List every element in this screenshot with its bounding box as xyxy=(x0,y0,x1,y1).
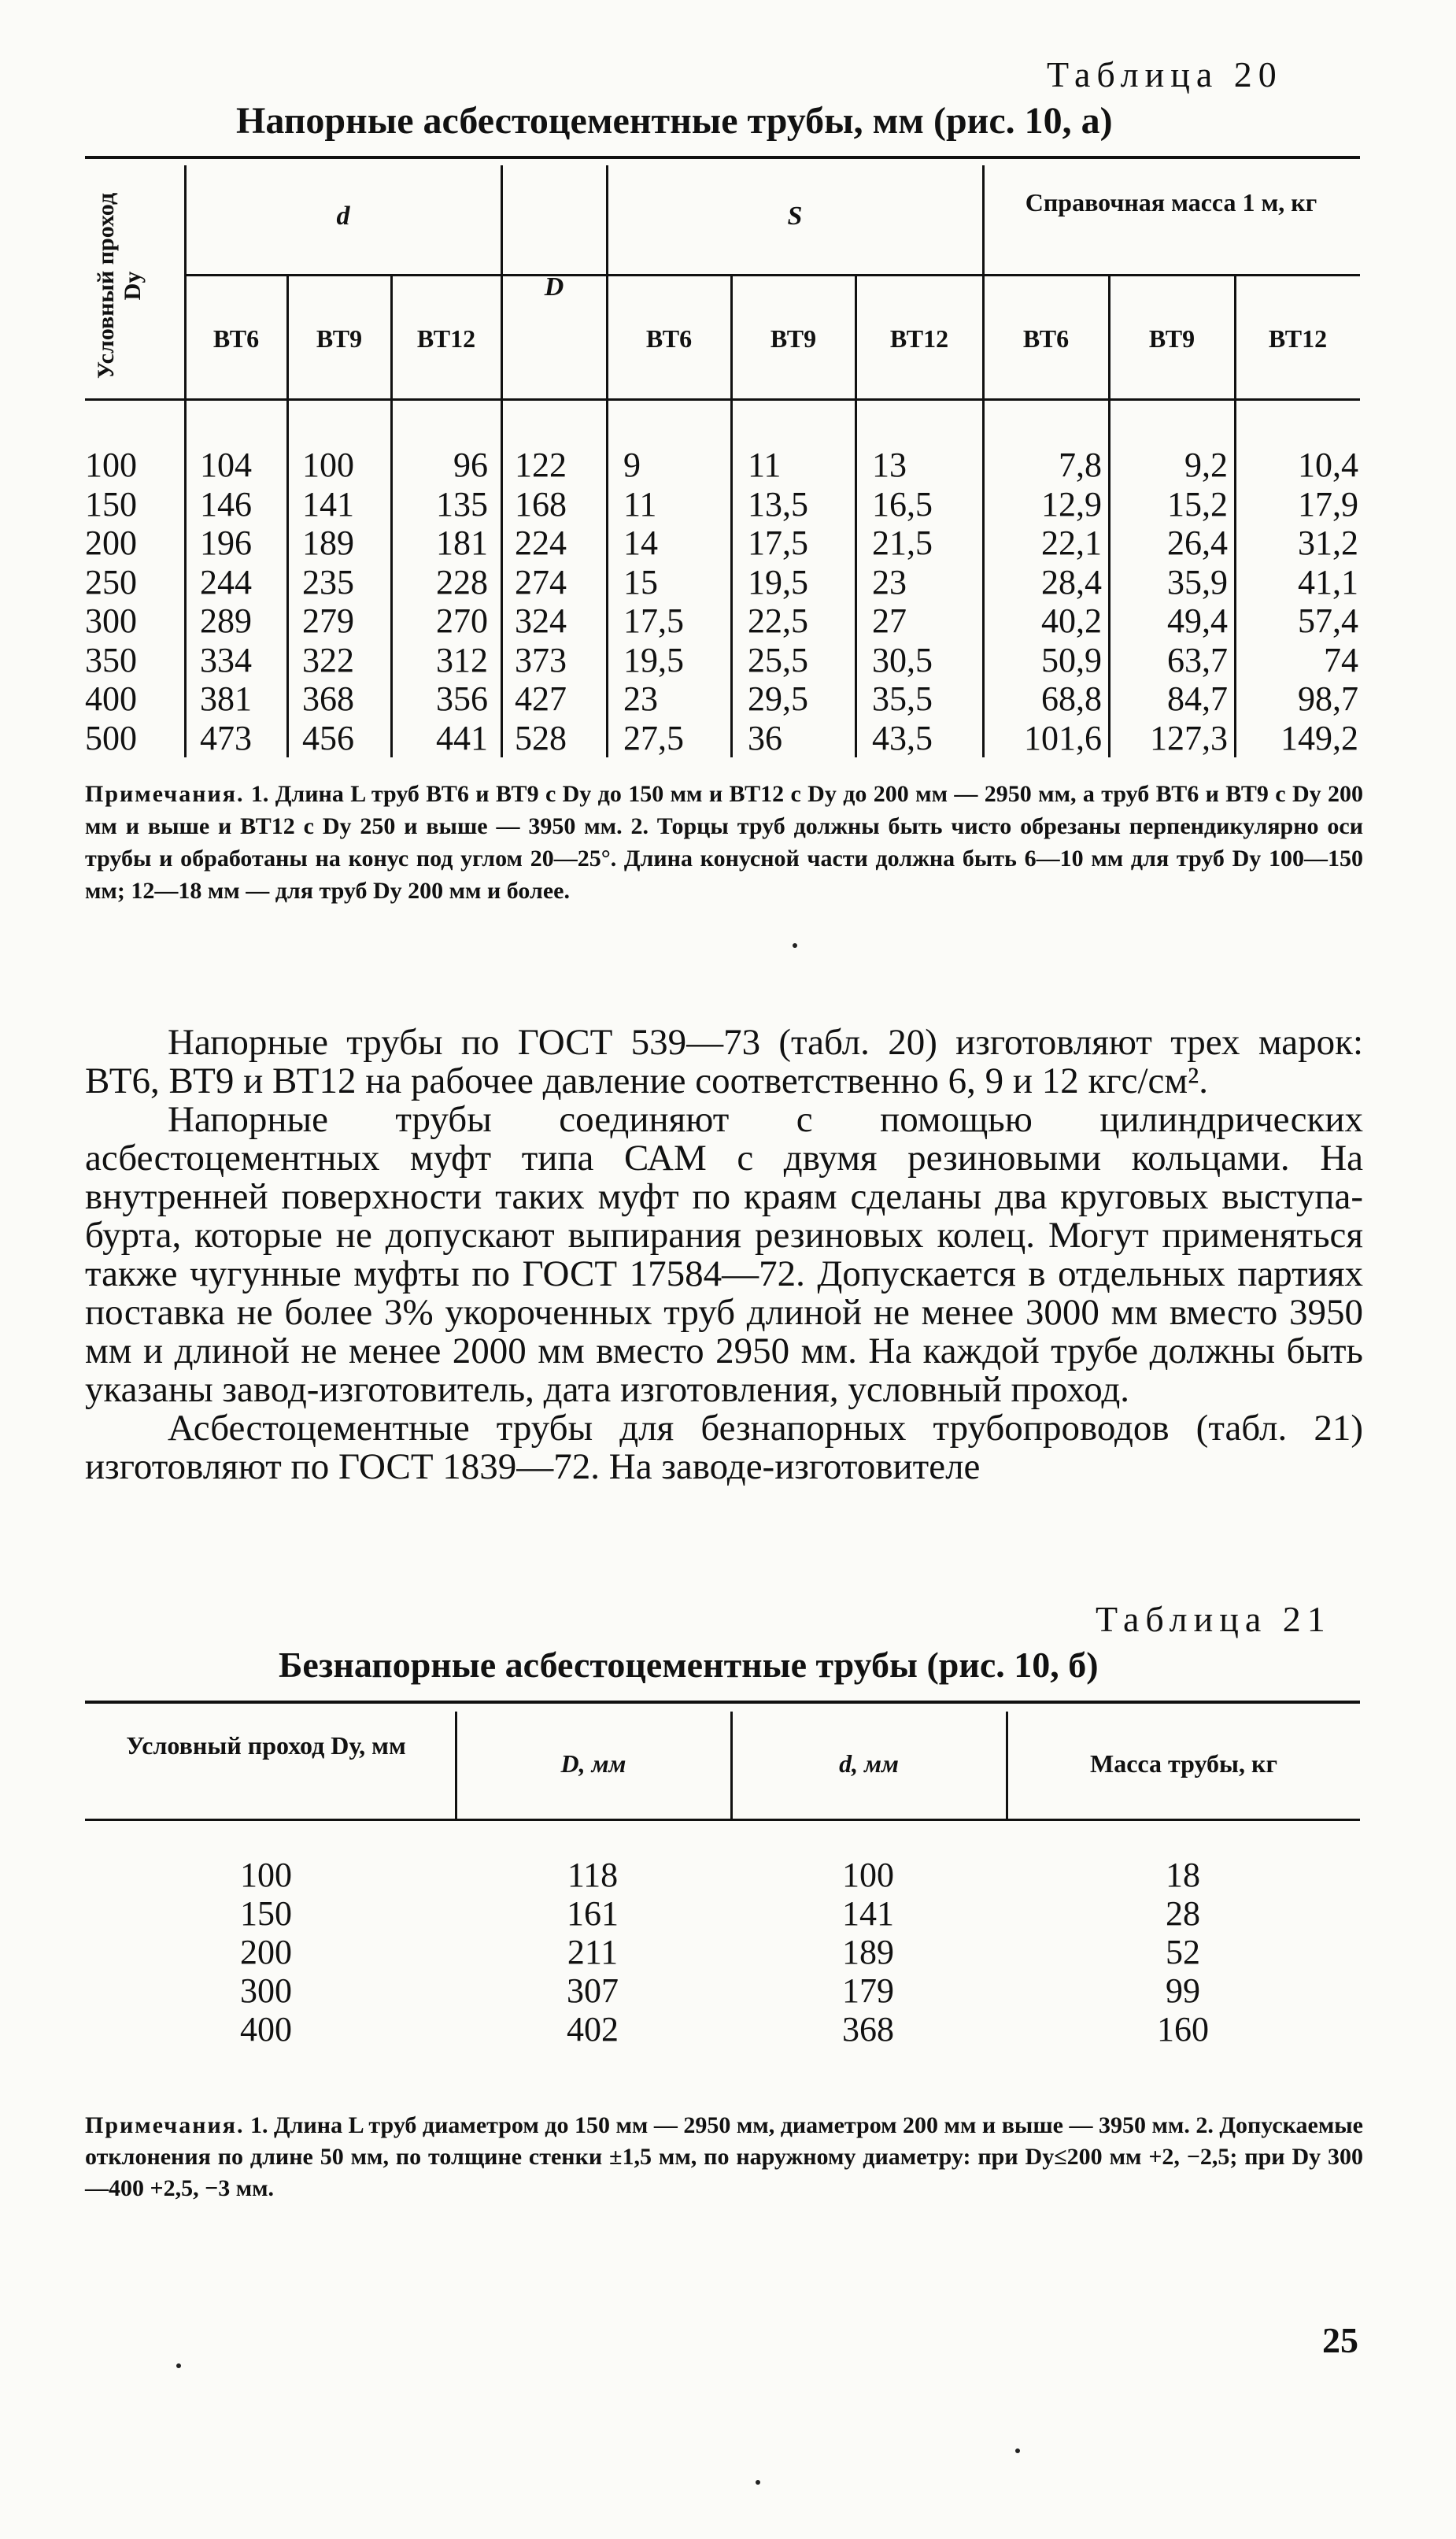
table-cell: 350 xyxy=(85,640,137,679)
print-speck xyxy=(793,943,797,948)
table-cell: 189 xyxy=(842,1933,894,1971)
table-20-caption: Таблица 20 xyxy=(1047,54,1283,94)
table-cell: 23 xyxy=(623,679,658,718)
table-cell: 122 xyxy=(515,446,567,484)
subheader-bt12: ВТ12 xyxy=(416,324,476,353)
column-s-bt6 xyxy=(623,446,684,757)
column-mass-bt9 xyxy=(1114,446,1228,757)
table-cell: 30,5 xyxy=(872,640,933,679)
table-cell: 13,5 xyxy=(748,484,808,524)
table-cell: 26,4 xyxy=(1167,524,1228,562)
table-cell: 36 xyxy=(748,718,782,757)
table-cell: 312 xyxy=(436,640,488,679)
table-20 xyxy=(85,156,1360,762)
table-cell: 7,8 xyxy=(1059,446,1102,484)
column-D xyxy=(538,1856,648,2049)
table-cell: 84,7 xyxy=(1167,679,1228,718)
print-speck xyxy=(176,2363,181,2368)
table-cell: 279 xyxy=(302,601,354,640)
table-cell: 149,2 xyxy=(1280,718,1358,757)
table-cell: 456 xyxy=(302,718,354,757)
table-cell: 118 xyxy=(567,1856,619,1894)
table-cell: 17,9 xyxy=(1298,484,1358,524)
table-cell: 22,1 xyxy=(1041,524,1102,562)
table-cell: 52 xyxy=(1166,1933,1200,1971)
notes-label: Примечания. xyxy=(85,781,245,807)
table-cell: 244 xyxy=(200,562,252,601)
table-cell: 9,2 xyxy=(1184,446,1228,484)
subheader-bt12: ВТ12 xyxy=(1268,324,1328,353)
table-cell: 400 xyxy=(240,2010,292,2049)
table-cell: 141 xyxy=(302,484,354,524)
table-cell: 104 xyxy=(200,446,252,484)
table-cell: 141 xyxy=(842,1894,894,1933)
column-mass-bt12 xyxy=(1240,446,1358,757)
table-cell: 211 xyxy=(567,1933,619,1971)
col-divider xyxy=(982,165,985,757)
table-cell: 28 xyxy=(1166,1894,1200,1933)
header-d: d xyxy=(336,202,350,231)
table-cell: 14 xyxy=(623,524,658,562)
table-cell: 179 xyxy=(842,1971,894,2010)
table-cell: 49,4 xyxy=(1167,601,1228,640)
table-cell: 63,7 xyxy=(1167,640,1228,679)
notes-text: 1. Длина L труб ВТ6 и ВТ9 с Dу до 150 мм и ВТ12 с Dу до 200 мм — 2950 мм, а труб ВТ6 и ВТ9 с Dу 200 мм и выше и ВТ12 с Dу 250 и выше — 3950 мм. 2. Торцы труб должны быть чисто обрезаны перпендикулярно оси трубы и обработаны на конус под углом 20—25°. Длина конусной части должна быть 6—10 мм для труб Dу 100—150 мм; 12—18 мм — для труб Dу 200 мм и более. xyxy=(85,781,1363,904)
table-cell: 11 xyxy=(623,484,657,524)
column-D xyxy=(515,446,567,757)
column-mass-bt6 xyxy=(989,446,1102,757)
subheader-bt9: ВТ9 xyxy=(316,324,363,353)
table-cell: 9 xyxy=(623,446,641,484)
table-cell: 135 xyxy=(436,484,488,524)
table-cell: 160 xyxy=(1157,2010,1209,2049)
column-d-bt12 xyxy=(397,446,488,757)
table-cell: 19,5 xyxy=(623,640,684,679)
table-cell: 57,4 xyxy=(1298,601,1358,640)
table-cell: 127,3 xyxy=(1150,718,1228,757)
table-cell: 43,5 xyxy=(872,718,933,757)
col-divider xyxy=(501,165,503,757)
subheader-bt9: ВТ9 xyxy=(770,324,817,353)
paragraph: Напорные трубы по ГОСТ 539—73 (табл. 20) изготовляют трех марок: ВТ6, ВТ9 и ВТ12 на рабочее давление соответственно 6, 9 и 12 кгс/см². xyxy=(85,1022,1363,1101)
table-cell: 100 xyxy=(302,446,354,484)
header-mass: Масса трубы, кг xyxy=(1089,1749,1277,1778)
table-cell: 13 xyxy=(872,446,907,484)
table-cell: 189 xyxy=(302,524,354,562)
table-cell: 368 xyxy=(842,2010,894,2049)
col-divider xyxy=(184,165,187,757)
table-cell: 441 xyxy=(436,718,488,757)
table-cell: 373 xyxy=(515,640,567,679)
print-speck xyxy=(756,2480,760,2485)
table-cell: 473 xyxy=(200,718,252,757)
print-speck xyxy=(1015,2448,1020,2453)
table-21-notes xyxy=(85,2110,1363,2204)
table-cell: 101,6 xyxy=(1024,718,1102,757)
table-cell: 15 xyxy=(623,562,658,601)
table-cell: 228 xyxy=(436,562,488,601)
table-cell: 150 xyxy=(85,484,137,524)
table-cell: 270 xyxy=(436,601,488,640)
paragraph: Асбестоцементные трубы для безнапорных трубопроводов (табл. 21) изготовляют по ГОСТ 1839—72. На заводе-изготовителе xyxy=(85,1408,1363,1487)
table-cell: 27,5 xyxy=(623,718,684,757)
table-cell: 300 xyxy=(240,1971,292,2010)
table-cell: 100 xyxy=(842,1856,894,1894)
table-cell: 28,4 xyxy=(1041,562,1102,601)
col-divider xyxy=(606,165,608,757)
table-cell: 23 xyxy=(872,562,907,601)
table-cell: 161 xyxy=(567,1894,619,1933)
table-cell: 150 xyxy=(240,1894,292,1933)
table-cell: 381 xyxy=(200,679,252,718)
table-cell: 22,5 xyxy=(748,601,808,640)
header-nominal-bore xyxy=(93,187,156,392)
notes-label: Примечания. xyxy=(85,2112,245,2138)
table-cell: 15,2 xyxy=(1167,484,1228,524)
column-nominal-bore xyxy=(211,1856,321,2049)
table-cell: 27 xyxy=(872,601,907,640)
column-nominal-bore xyxy=(85,446,137,757)
table-cell: 181 xyxy=(436,524,488,562)
subheader-bt6: ВТ6 xyxy=(645,324,693,353)
table-cell: 12,9 xyxy=(1041,484,1102,524)
column-s-bt9 xyxy=(748,446,808,757)
header-nominal-bore: Условный проход Dу, мм xyxy=(126,1731,406,1760)
table-cell: 168 xyxy=(515,484,567,524)
table-cell: 41,1 xyxy=(1298,562,1358,601)
column-d-bt9 xyxy=(302,446,354,757)
header-D: D xyxy=(544,272,564,302)
table-cell: 99 xyxy=(1166,1971,1200,2010)
table-cell: 146 xyxy=(200,484,252,524)
table-cell: 400 xyxy=(85,679,137,718)
table-cell: 250 xyxy=(85,562,137,601)
table-cell: 21,5 xyxy=(872,524,933,562)
column-d-bt6 xyxy=(200,446,252,757)
table-cell: 17,5 xyxy=(623,601,684,640)
table-cell: 35,9 xyxy=(1167,562,1228,601)
table-cell: 98,7 xyxy=(1298,679,1358,718)
table-cell: 11 xyxy=(748,446,782,484)
table-20-title: Напорные асбестоцементные трубы, мм (рис. 10, а) xyxy=(236,100,1113,142)
header-mass: Справочная масса 1 м, кг xyxy=(1025,188,1317,217)
subheader-bt9: ВТ9 xyxy=(1148,324,1195,353)
header-nominal-bore-text: Условный проход Dу xyxy=(93,192,146,379)
table-cell: 324 xyxy=(515,601,567,640)
table-cell: 200 xyxy=(85,524,137,562)
header-D: D, мм xyxy=(560,1749,626,1778)
table-cell: 224 xyxy=(515,524,567,562)
table-cell: 100 xyxy=(85,446,137,484)
table-cell: 100 xyxy=(240,1856,292,1894)
body-text xyxy=(85,1023,1363,1486)
table-cell: 528 xyxy=(515,718,567,757)
table-cell: 40,2 xyxy=(1041,601,1102,640)
table-cell: 29,5 xyxy=(748,679,808,718)
table-20-notes xyxy=(85,778,1363,907)
table-rule-subheader xyxy=(186,274,1360,276)
table-cell: 427 xyxy=(515,679,567,718)
table-cell: 300 xyxy=(85,601,137,640)
table-cell: 307 xyxy=(567,1971,619,2010)
table-cell: 96 xyxy=(453,446,488,484)
table-cell: 196 xyxy=(200,524,252,562)
subheader-bt12: ВТ12 xyxy=(889,324,949,353)
table-cell: 356 xyxy=(436,679,488,718)
notes-text: 1. Длина L труб диаметром до 150 мм — 2950 мм, диаметром 200 мм и выше — 3950 мм. 2. Допускаемые отклонения по длине 50 мм, по толщине стенки ±1,5 мм, по наружному диаметру: при Dу≤200 мм +2, −2,5; при Dу 300—400 +2,5, −3 мм. xyxy=(85,2112,1363,2201)
table-cell: 35,5 xyxy=(872,679,933,718)
table-cell: 19,5 xyxy=(748,562,808,601)
table-cell: 334 xyxy=(200,640,252,679)
table-cell: 289 xyxy=(200,601,252,640)
subheader-bt6: ВТ6 xyxy=(1022,324,1070,353)
table-cell: 322 xyxy=(302,640,354,679)
header-d: d, мм xyxy=(839,1749,899,1778)
table-cell: 402 xyxy=(567,2010,619,2049)
paragraph: Напорные трубы соединяют с помощью цилиндрических асбестоцементных муфт типа САМ с двумя резиновыми кольцами. На внутренней поверхности таких муфт по краям сделаны два круговых выступа-бурта, которые не допускают выпирания резиновых колец. Могут применяться также чугунные муфты по ГОСТ 17584—72. Допускается в отдельных партиях поставка не более 3% укороченных труб длиной не менее 3000 мм вместо 3950 мм и длиной не менее 2000 мм вместо 2950 мм. На каждой трубе должны быть указаны завод-изготовитель, дата изготовления, условный проход. xyxy=(85,1099,1363,1410)
header-S: S xyxy=(787,202,803,231)
column-d xyxy=(813,1856,923,2049)
table-cell: 31,2 xyxy=(1298,524,1358,562)
page-number: 25 xyxy=(1322,2320,1358,2360)
table-cell: 25,5 xyxy=(748,640,808,679)
table-rule-top xyxy=(85,156,1360,159)
table-rule-header xyxy=(85,1819,1360,1821)
table-21-caption: Таблица 21 xyxy=(1096,1599,1332,1639)
table-cell: 235 xyxy=(302,562,354,601)
table-cell: 16,5 xyxy=(872,484,933,524)
table-21-title: Безнапорные асбестоцементные трубы (рис. 10, б) xyxy=(279,1645,1099,1685)
table-cell: 274 xyxy=(515,562,567,601)
subheader-bt6: ВТ6 xyxy=(212,324,260,353)
table-cell: 500 xyxy=(85,718,137,757)
table-cell: 17,5 xyxy=(748,524,808,562)
table-cell: 10,4 xyxy=(1298,446,1358,484)
table-rule-header xyxy=(85,398,1360,401)
table-cell: 74 xyxy=(1324,640,1358,679)
table-cell: 18 xyxy=(1166,1856,1200,1894)
table-rule-top xyxy=(85,1701,1360,1704)
column-s-bt12 xyxy=(872,446,933,757)
table-cell: 368 xyxy=(302,679,354,718)
column-mass xyxy=(1128,1856,1238,2049)
table-cell: 200 xyxy=(240,1933,292,1971)
table-cell: 50,9 xyxy=(1041,640,1102,679)
table-cell: 68,8 xyxy=(1041,679,1102,718)
table-21 xyxy=(85,1701,1360,2094)
